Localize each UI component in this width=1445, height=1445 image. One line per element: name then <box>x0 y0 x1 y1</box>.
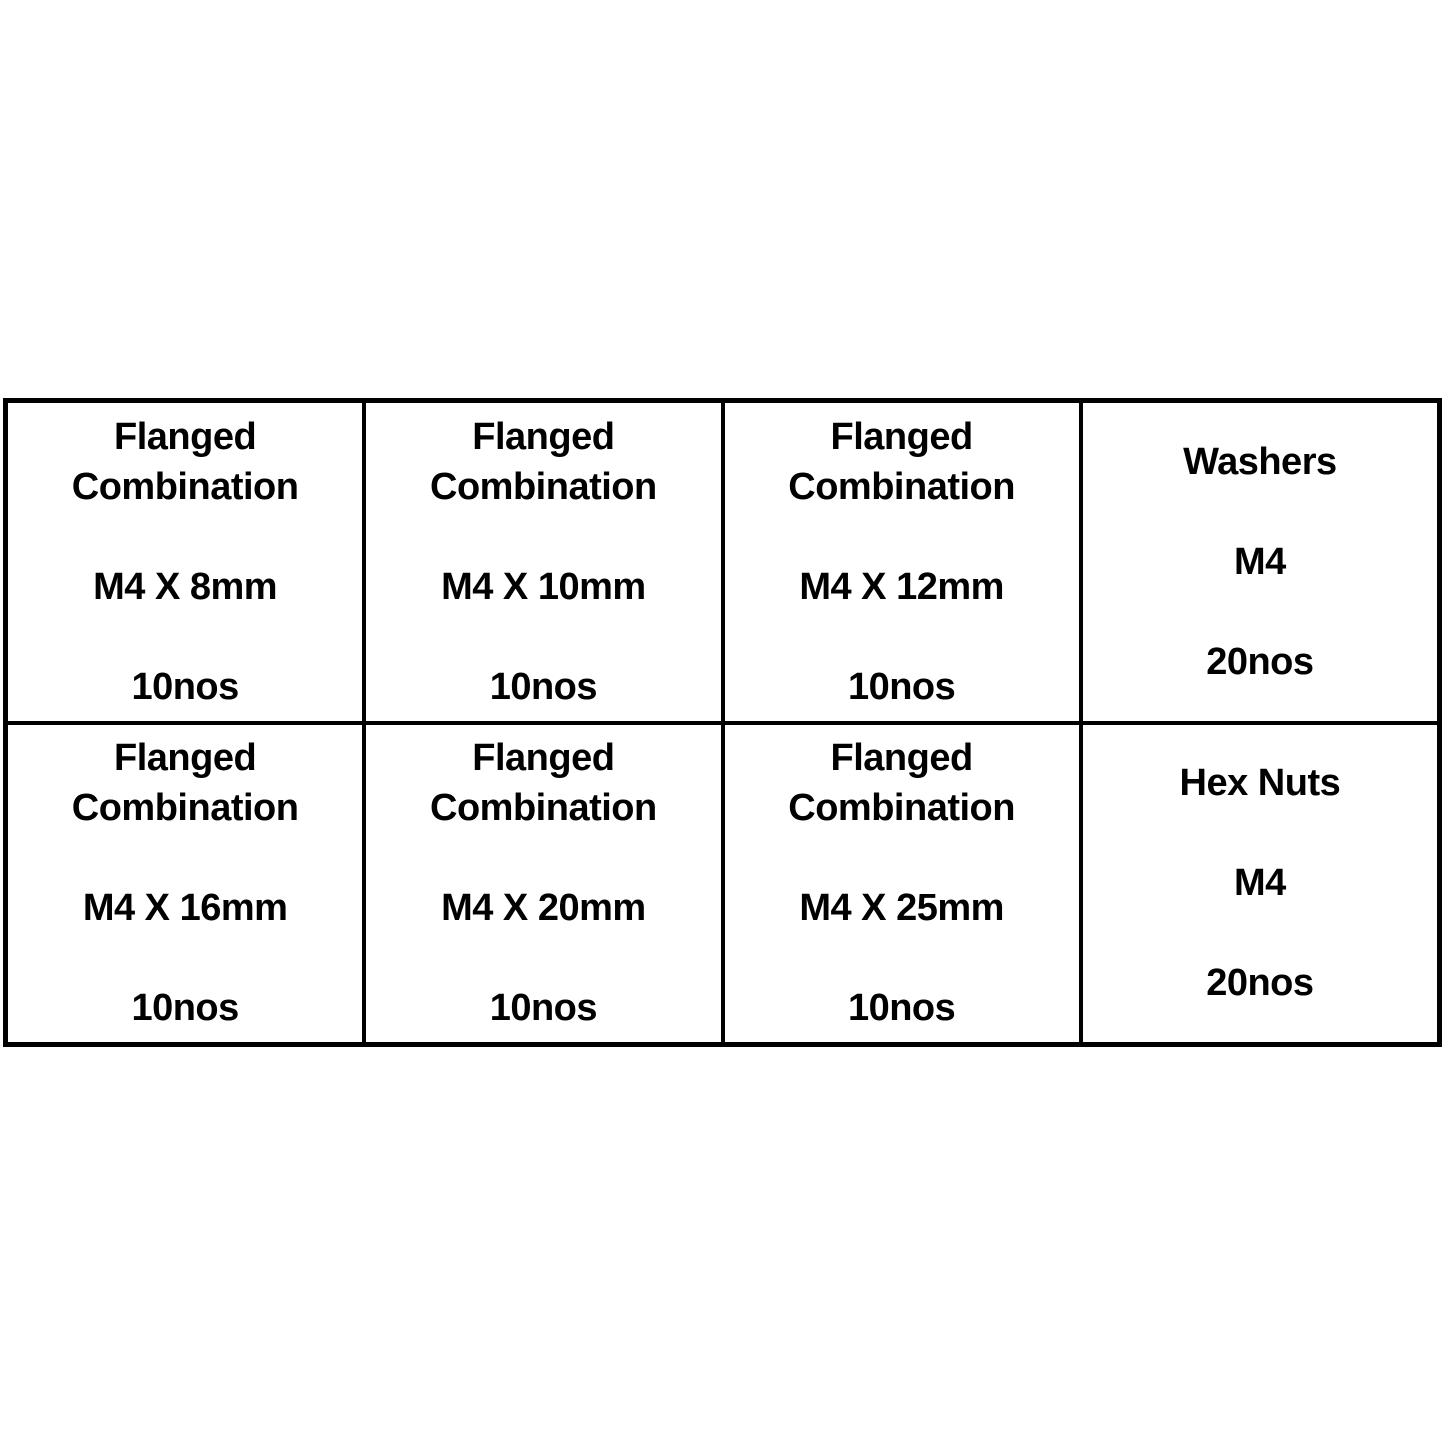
size-label: M4 <box>1233 862 1286 905</box>
product-label: Washers <box>1183 440 1337 483</box>
size-label: M4 X 10mm <box>441 565 646 608</box>
cell-washers-m4 <box>1083 403 1437 721</box>
quantity-label: 10nos <box>489 987 598 1030</box>
product-label: Flanged Combination <box>788 737 1015 830</box>
cell-hex-nuts-m4 <box>1083 725 1437 1043</box>
cell-flanged-m4x8 <box>8 403 362 721</box>
product-label: Flanged Combination <box>430 415 657 508</box>
product-label: Flanged Combination <box>788 415 1015 508</box>
size-label: M4 X 20mm <box>441 887 646 930</box>
size-label: M4 X 12mm <box>799 565 1004 608</box>
size-label: M4 X 8mm <box>93 565 278 608</box>
cell-flanged-m4x25 <box>725 725 1079 1043</box>
size-label: M4 X 25mm <box>799 887 1004 930</box>
quantity-label: 10nos <box>489 665 598 708</box>
quantity-label: 10nos <box>131 665 239 708</box>
product-label: Flanged Combination <box>430 737 657 830</box>
product-label: Flanged Combination <box>71 737 299 830</box>
quantity-label: 10nos <box>847 665 956 708</box>
assortment-contents-table <box>3 398 1442 1047</box>
cell-flanged-m4x10 <box>366 403 720 721</box>
cell-flanged-m4x16 <box>8 725 362 1043</box>
quantity-label: 20nos <box>1206 962 1314 1005</box>
cell-flanged-m4x12 <box>725 403 1079 721</box>
size-label: M4 X 16mm <box>82 887 288 930</box>
quantity-label: 10nos <box>847 987 956 1030</box>
product-label: Flanged Combination <box>71 415 299 508</box>
quantity-label: 10nos <box>131 987 239 1030</box>
quantity-label: 20nos <box>1206 640 1314 683</box>
product-label: Hex Nuts <box>1179 762 1341 805</box>
cell-flanged-m4x20 <box>366 725 720 1043</box>
size-label: M4 <box>1233 540 1286 583</box>
